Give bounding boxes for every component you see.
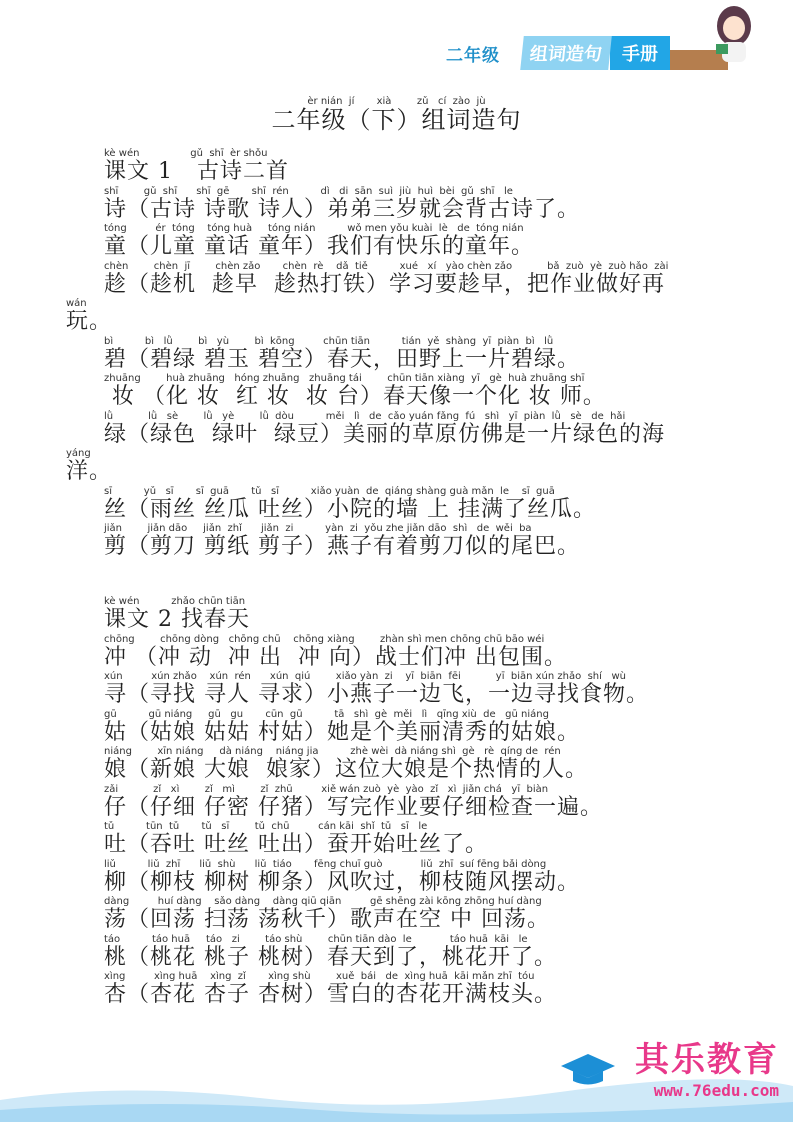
entry-text: 童（儿童 童话 童年）我们有快乐的童年。 (104, 234, 534, 259)
continuation-text: 洋。 (66, 459, 113, 484)
continuation-pinyin: wán (66, 298, 87, 309)
word-entry (104, 486, 668, 524)
word-entry (104, 373, 668, 411)
handbook-tag-2: 手册 (610, 36, 670, 70)
continuation-pinyin: yáng (66, 448, 91, 459)
entry-pinyin: niáng xīn niáng dà niáng niáng jia zhè wèi dà niáng shì gè rè qíng de rén (104, 746, 561, 757)
entry-pinyin: sī yǔ sī sī guā tǔ sī xiǎo yuàn de qiáng shàng guà mǎn le sī guā (104, 485, 555, 497)
entry-pinyin: chōng chōng dòng chōng chū chōng xiàng zhàn shì men chōng chū bāo wéi (104, 633, 545, 645)
entry-text: 娘（新娘 大娘 娘家）这位大娘是个热情的人。 (104, 757, 588, 782)
word-entry (104, 971, 649, 1009)
page-title (0, 96, 793, 132)
entry-text: 趁（趁机 趁早 趁热打铁）学习要趁早，把作业做好再 (104, 271, 665, 297)
entry-pinyin: zhuāng huà zhuāng hóng zhuāng zhuāng tái chūn tiān xiàng yī gè huà zhuāng shī (104, 373, 585, 384)
word-entry (104, 934, 649, 972)
heading-pinyin: kè wén zhǎo chūn tiān (104, 596, 246, 607)
entry-text: 剪（剪刀 剪纸 剪子）燕子有着剪刀似的尾巴。 (104, 534, 580, 559)
entry-pinyin: lǜ lǜ sè lǜ yè lǜ dòu měi lì de cǎo yuán fǎng fú shì yī piàn lǜ sè de hǎi (104, 410, 626, 422)
word-entry (104, 411, 668, 449)
continuation-text: 玩。 (66, 309, 113, 334)
entry-text: 丝（雨丝 丝瓜 吐丝）小院的墙 上 挂满了丝瓜。 (104, 496, 596, 522)
lesson-1-section (66, 148, 669, 561)
entry-pinyin: liǔ liǔ zhī liǔ shù liǔ tiáo fēng chuī guò liǔ zhī suí fēng bǎi dòng (104, 858, 547, 870)
lesson-2-section (104, 596, 649, 1009)
word-entry (104, 186, 668, 224)
entry-pinyin: xún xún zhǎo xún rén xún qiú xiǎo yàn zi yī biān fēi yī biān xún zhǎo shí wù (104, 671, 626, 682)
footer (0, 1042, 793, 1122)
entry-text: 诗（古诗 诗歌 诗人）弟弟三岁就会背古诗了。 (104, 196, 580, 222)
word-entry (104, 859, 649, 897)
brand-name: 其乐教育 (635, 1040, 779, 1080)
entry-text: 绿（绿色 绿叶 绿豆）美丽的草原仿佛是一片绿色的海 (104, 421, 665, 447)
title-pinyin: èr nián jí xià zǔ cí zào jù (307, 96, 486, 107)
entry-text: 碧（碧绿 碧玉 碧空）春天，田野上一片碧绿。 (104, 346, 580, 372)
heading-text: 课文 1 古诗二首 (104, 159, 289, 184)
word-entry (104, 896, 649, 934)
entry-pinyin: táo táo huā táo zi táo shù chūn tiān dào le táo huā kāi le (104, 933, 528, 945)
entry-text: 仔（仔细 仔密 仔猪）写完作业要仔细检查一遍。 (104, 794, 603, 820)
header-banner (446, 36, 728, 70)
entry-pinyin: gū gū niáng gū gu cūn gū tā shì gè měi lì qīng xiù de gū niáng (104, 708, 549, 720)
word-entry (104, 671, 649, 709)
entry-pinyin: tǔ tūn tǔ tǔ sī tǔ chū cán kāi shǐ tǔ sī le (104, 821, 428, 832)
entry-pinyin: dàng huí dàng sǎo dàng dàng qiū qiān gē shēng zài kōng zhōng huí dàng (104, 896, 542, 907)
entry-pinyin: jiǎn jiǎn dāo jiǎn zhǐ jiǎn zi yàn zi yǒu zhe jiǎn dāo shì de wěi ba (104, 523, 532, 534)
word-entry (104, 261, 668, 299)
entry-text: 冲 （冲 动 冲 出 冲 向）战士们冲 出包围。 (104, 644, 567, 670)
grade-label: 二年级 (446, 45, 500, 66)
brand-url: www.76edu.com (653, 1081, 779, 1100)
entry-text: 寻（寻找 寻人 寻求）小燕子一边飞，一边寻找食物。 (104, 682, 649, 707)
entry-continuation (66, 298, 668, 336)
title-text: 二年级（下）组词造句 (271, 106, 522, 134)
entry-text: 吐（吞吐 吐丝 吐出）蚕开始吐丝了。 (104, 832, 488, 857)
word-entry (104, 746, 649, 784)
handbook-tag: 组词造句 (520, 36, 612, 70)
heading-text: 课文 2 找春天 (104, 607, 250, 632)
word-entry (104, 709, 649, 747)
word-entry (104, 821, 649, 859)
word-entry (104, 523, 668, 561)
entry-continuation (66, 448, 668, 486)
entry-pinyin: zǎi zǐ xì zǐ mì zǐ zhū xiě wán zuò yè yào zǐ xì jiǎn chá yī biàn (104, 783, 549, 795)
heading-pinyin: kè wén gǔ shī èr shǒu (104, 148, 268, 159)
word-entry (104, 336, 668, 374)
lesson-heading (104, 148, 668, 186)
brand-logo (635, 1032, 779, 1100)
entry-pinyin: shī gǔ shī shī gē shī rén dì di sān suì jiù huì bèi gǔ shī le (104, 185, 513, 197)
entry-text: 荡（回荡 扫荡 荡秋千）歌声在空 中 回荡。 (104, 907, 550, 932)
entry-text: 姑（姑娘 姑姑 村姑）她是个美丽清秀的姑娘。 (104, 719, 580, 745)
entry-pinyin: xìng xìng huā xìng zǐ xìng shù xuě bái de xìng huā kāi mǎn zhī tóu (104, 971, 535, 982)
word-entry (104, 634, 649, 672)
entry-text: 妆 （化 妆 红 妆 妆 台）春天像一个化 妆 师。 (104, 384, 606, 409)
girl-illustration-icon (712, 4, 756, 64)
word-entry (104, 223, 668, 261)
word-entry (104, 784, 649, 822)
entry-pinyin: bì bì lǜ bì yù bì kōng chūn tiān tián yě shàng yī piàn bì lǜ (104, 335, 554, 347)
entry-text: 柳（柳枝 柳树 柳条）风吹过，柳枝随风摆动。 (104, 869, 580, 895)
entry-pinyin: tóng ér tóng tóng huà tóng nián wǒ men yǒu kuài lè de tóng nián (104, 223, 524, 234)
entry-text: 桃（桃花 桃子 桃树）春天到了，桃花开了。 (104, 944, 557, 970)
graduation-cap-icon (561, 1052, 615, 1086)
entry-text: 杏（杏花 杏子 杏树）雪白的杏花开满枝头。 (104, 982, 557, 1007)
lesson-heading (104, 596, 649, 634)
entry-pinyin: chèn chèn jī chèn zǎo chèn rè dǎ tiě xué xí yào chèn zǎo bǎ zuò yè zuò hǎo zài (104, 260, 669, 272)
